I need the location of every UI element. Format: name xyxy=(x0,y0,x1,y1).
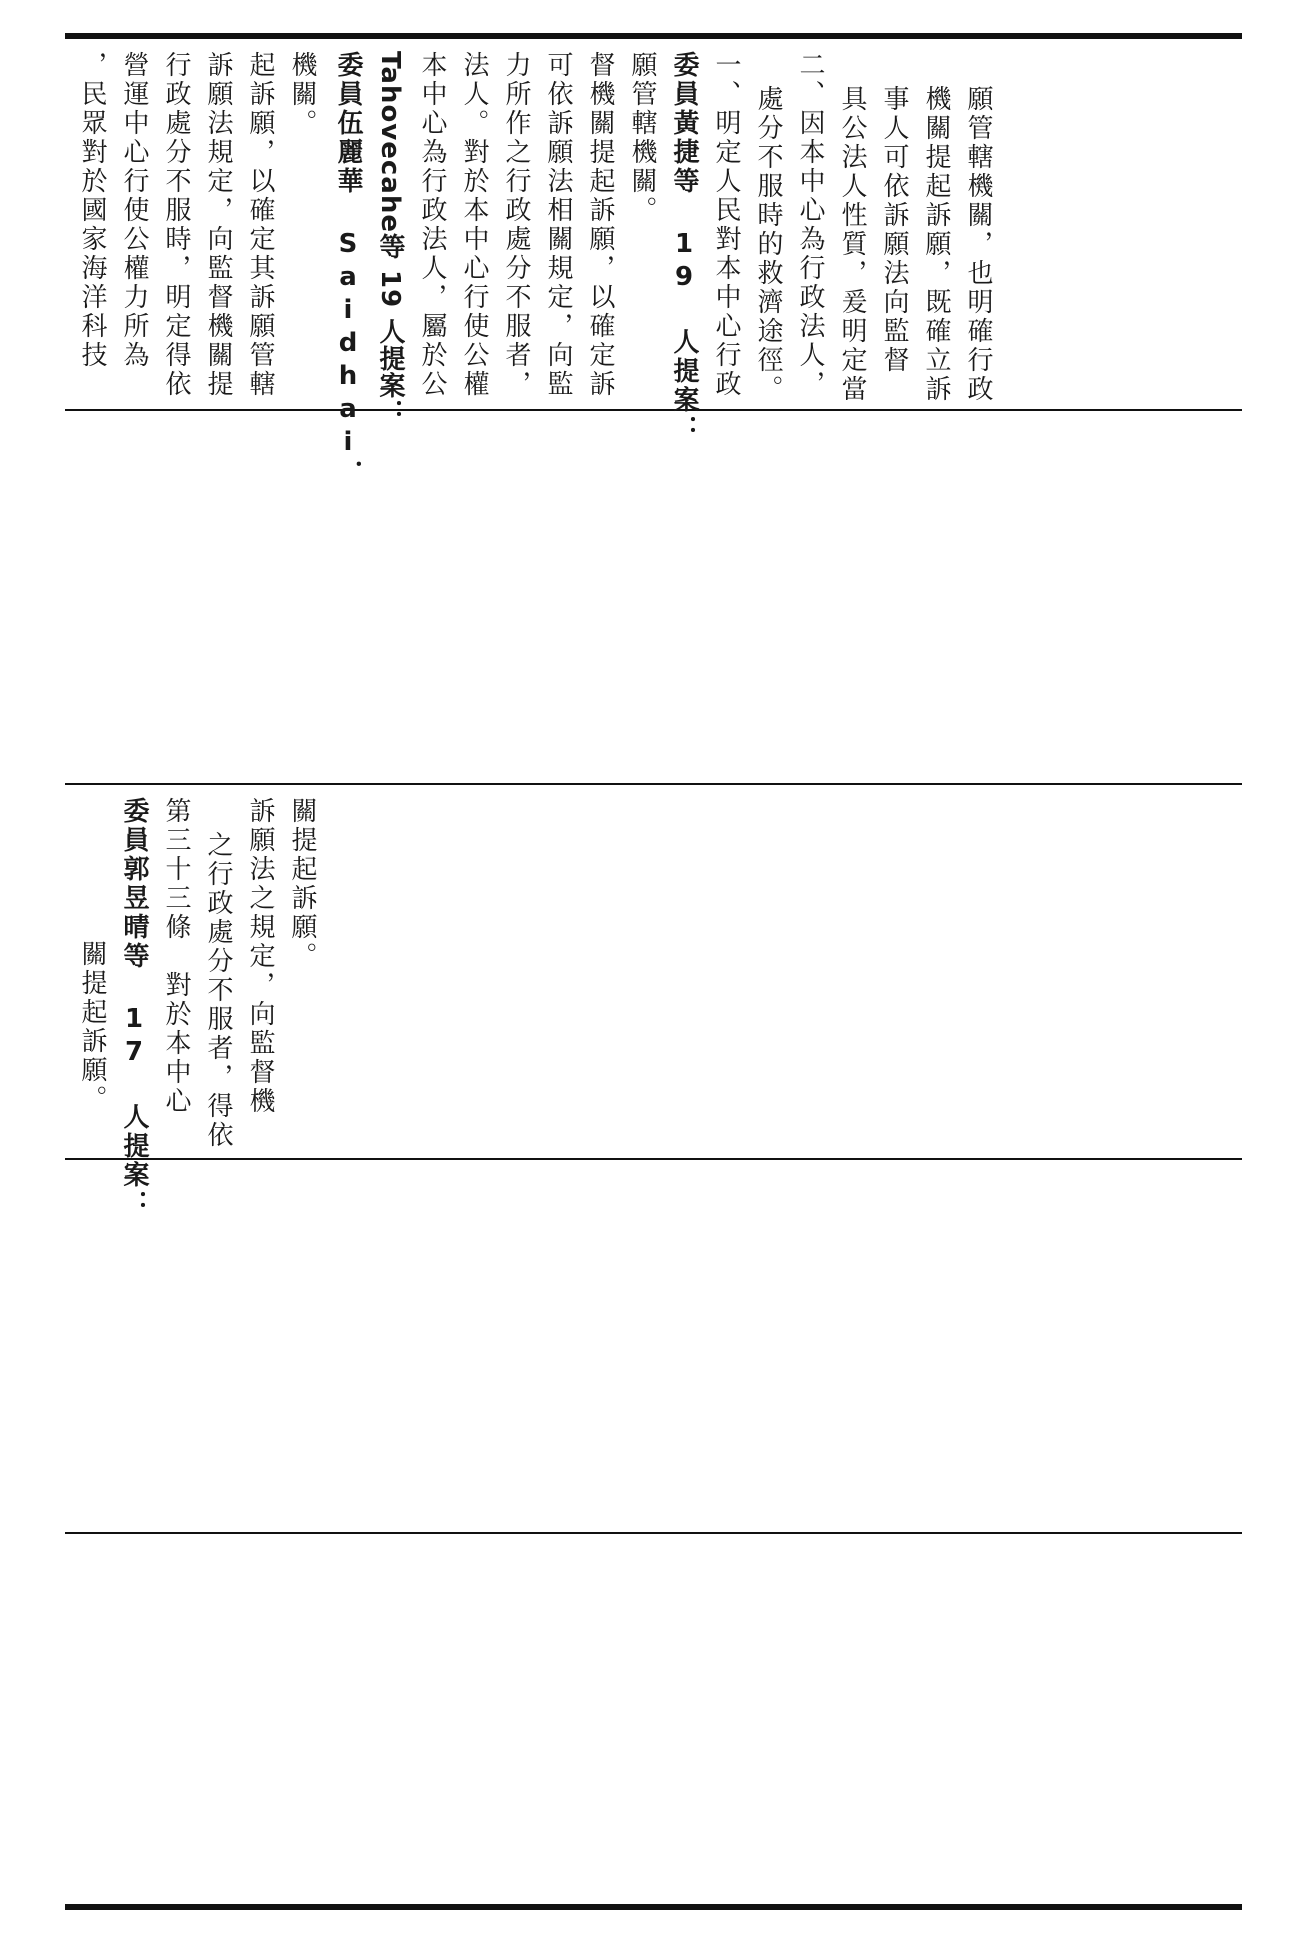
table-row xyxy=(65,1160,1242,1532)
text-column: 一、明定人民對本中心行政 xyxy=(711,51,741,399)
text-column: ，民眾對於國家海洋科技 xyxy=(77,51,107,370)
text-column: 具公法人性質，爰明定當 xyxy=(837,85,867,404)
text-column: 法人。對於本中心行使公權 xyxy=(459,51,489,399)
text-column: 訴願法規定，向監督機關提 xyxy=(203,51,233,399)
proposer-heading: 委員黃捷等 19 人提案： xyxy=(669,51,699,444)
proposer-heading: Tahovecahe等 19 人提案： xyxy=(375,51,405,427)
text-column: 關提起訴願。 xyxy=(287,797,317,971)
table-row xyxy=(65,785,1242,1219)
text-column: 機關提起訴願，既確立訴 xyxy=(921,85,951,404)
text-column: 力所作之行政處分不服者， xyxy=(501,51,531,399)
text-column: 第三十三條 對於本中心 xyxy=(161,797,191,1116)
text-column: 機關。 xyxy=(287,51,317,138)
text-column: 起訴願，以確定其訴願管轄 xyxy=(245,51,275,399)
text-column: 二、因本中心為行政法人， xyxy=(795,51,825,399)
table-row xyxy=(65,39,1242,489)
text-column: 願管轄機關，也明確行政 xyxy=(963,85,993,404)
text-column: 關提起訴願。 xyxy=(77,940,107,1114)
text-column: 本中心為行政法人，屬於公 xyxy=(417,51,447,399)
table-row xyxy=(65,411,1242,783)
text-column: 營運中心行使公權力所為 xyxy=(119,51,149,370)
text-column: 督機關提起訴願，以確定訴 xyxy=(585,51,615,399)
table-row xyxy=(65,1534,1242,1904)
text-column: 行政處分不服時，明定得依 xyxy=(161,51,191,399)
text-column: 可依訴願法相關規定，向監 xyxy=(543,51,573,399)
text-column: 願管轄機關。 xyxy=(627,51,657,225)
text-column: 事人可依訴願法向監督 xyxy=(879,85,909,375)
proposer-heading: 委員伍麗華 Saidhai． xyxy=(333,51,363,489)
text-column: 訴願法之規定，向監督機 xyxy=(245,797,275,1116)
text-column: 之行政處分不服者，得依 xyxy=(203,831,233,1150)
bottom-rule xyxy=(65,1904,1242,1910)
proposer-heading: 委員郭昱晴等 17 人提案： xyxy=(119,797,149,1219)
text-column: 處分不服時的救濟途徑。 xyxy=(753,85,783,404)
